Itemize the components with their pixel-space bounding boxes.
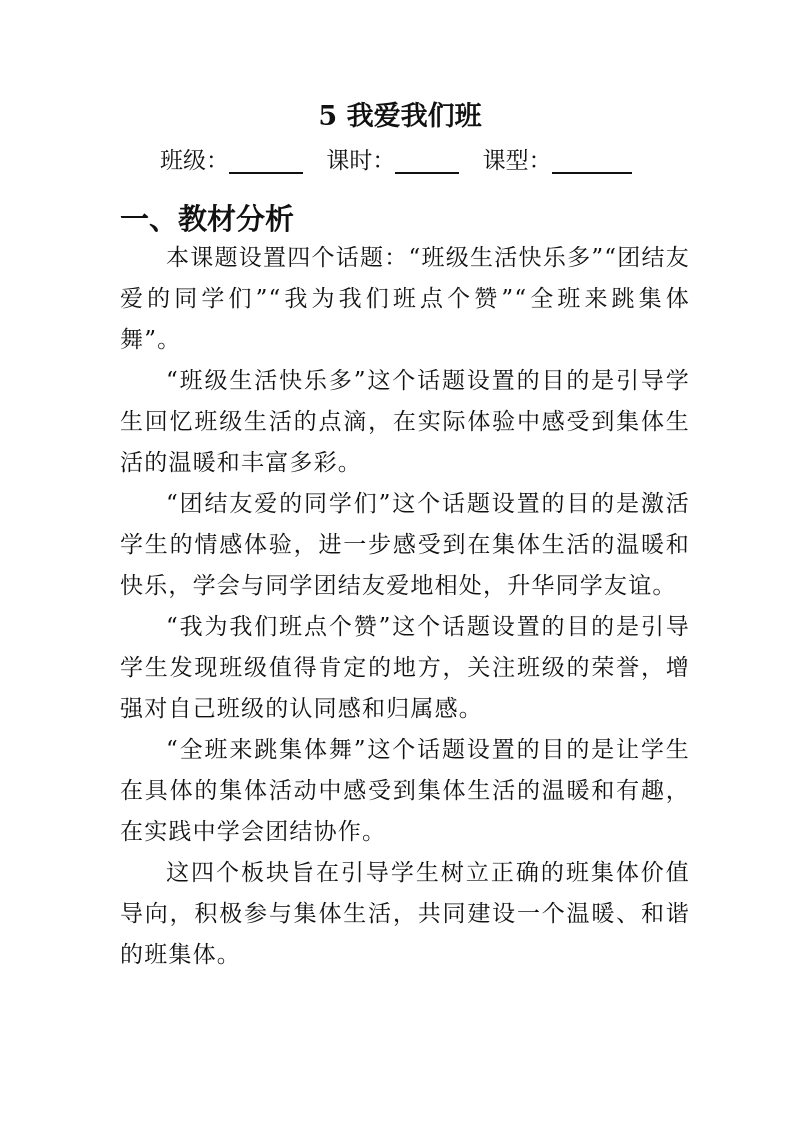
type-label: 课型： — [482, 148, 552, 174]
section-heading: 一、教材分析 — [120, 202, 295, 236]
section-body — [120, 238, 690, 976]
lesson-info-line — [160, 141, 720, 181]
period-blank — [395, 144, 459, 174]
page-title: 5 我爱我们班 — [318, 101, 482, 132]
paragraph-5: “全班来跳集体舞”这个话题设置的目的是让学生在具体的集体活动中感受到集体生活的温暖和有趣，在实践中学会团结协作。 — [120, 737, 690, 845]
paragraph-3: “团结友爱的同学们”这个话题设置的目的是激活学生的情感体验，进一步感受到在集体生活的温暖和快乐，学会与同学团结友爱地相处，升华同学友谊。 — [120, 491, 690, 599]
paragraph-6: 这四个板块旨在引导学生树立正确的班集体价值导向，积极参与集体生活，共同建设一个温暖、和谐的班集体。 — [120, 860, 690, 968]
class-label: 班级： — [160, 148, 229, 174]
paragraph-1: 本课题设置四个话题：“班级生活快乐多”“团结友爱的同学们”“我为我们班点个赞”“全班来跳集体舞”。 — [120, 245, 690, 353]
period-label: 课时： — [326, 148, 396, 174]
type-blank — [552, 144, 632, 174]
paragraph-2: “班级生活快乐多”这个话题设置的目的是引导学生回忆班级生活的点滴，在实际体验中感受到集体生活的温暖和丰富多彩。 — [120, 368, 690, 476]
paragraph-4: “我为我们班点个赞”这个话题设置的目的是引导学生发现班级值得肯定的地方，关注班级的荣誉，增强对自己班级的认同感和归属感。 — [120, 614, 690, 722]
class-blank — [229, 144, 303, 174]
